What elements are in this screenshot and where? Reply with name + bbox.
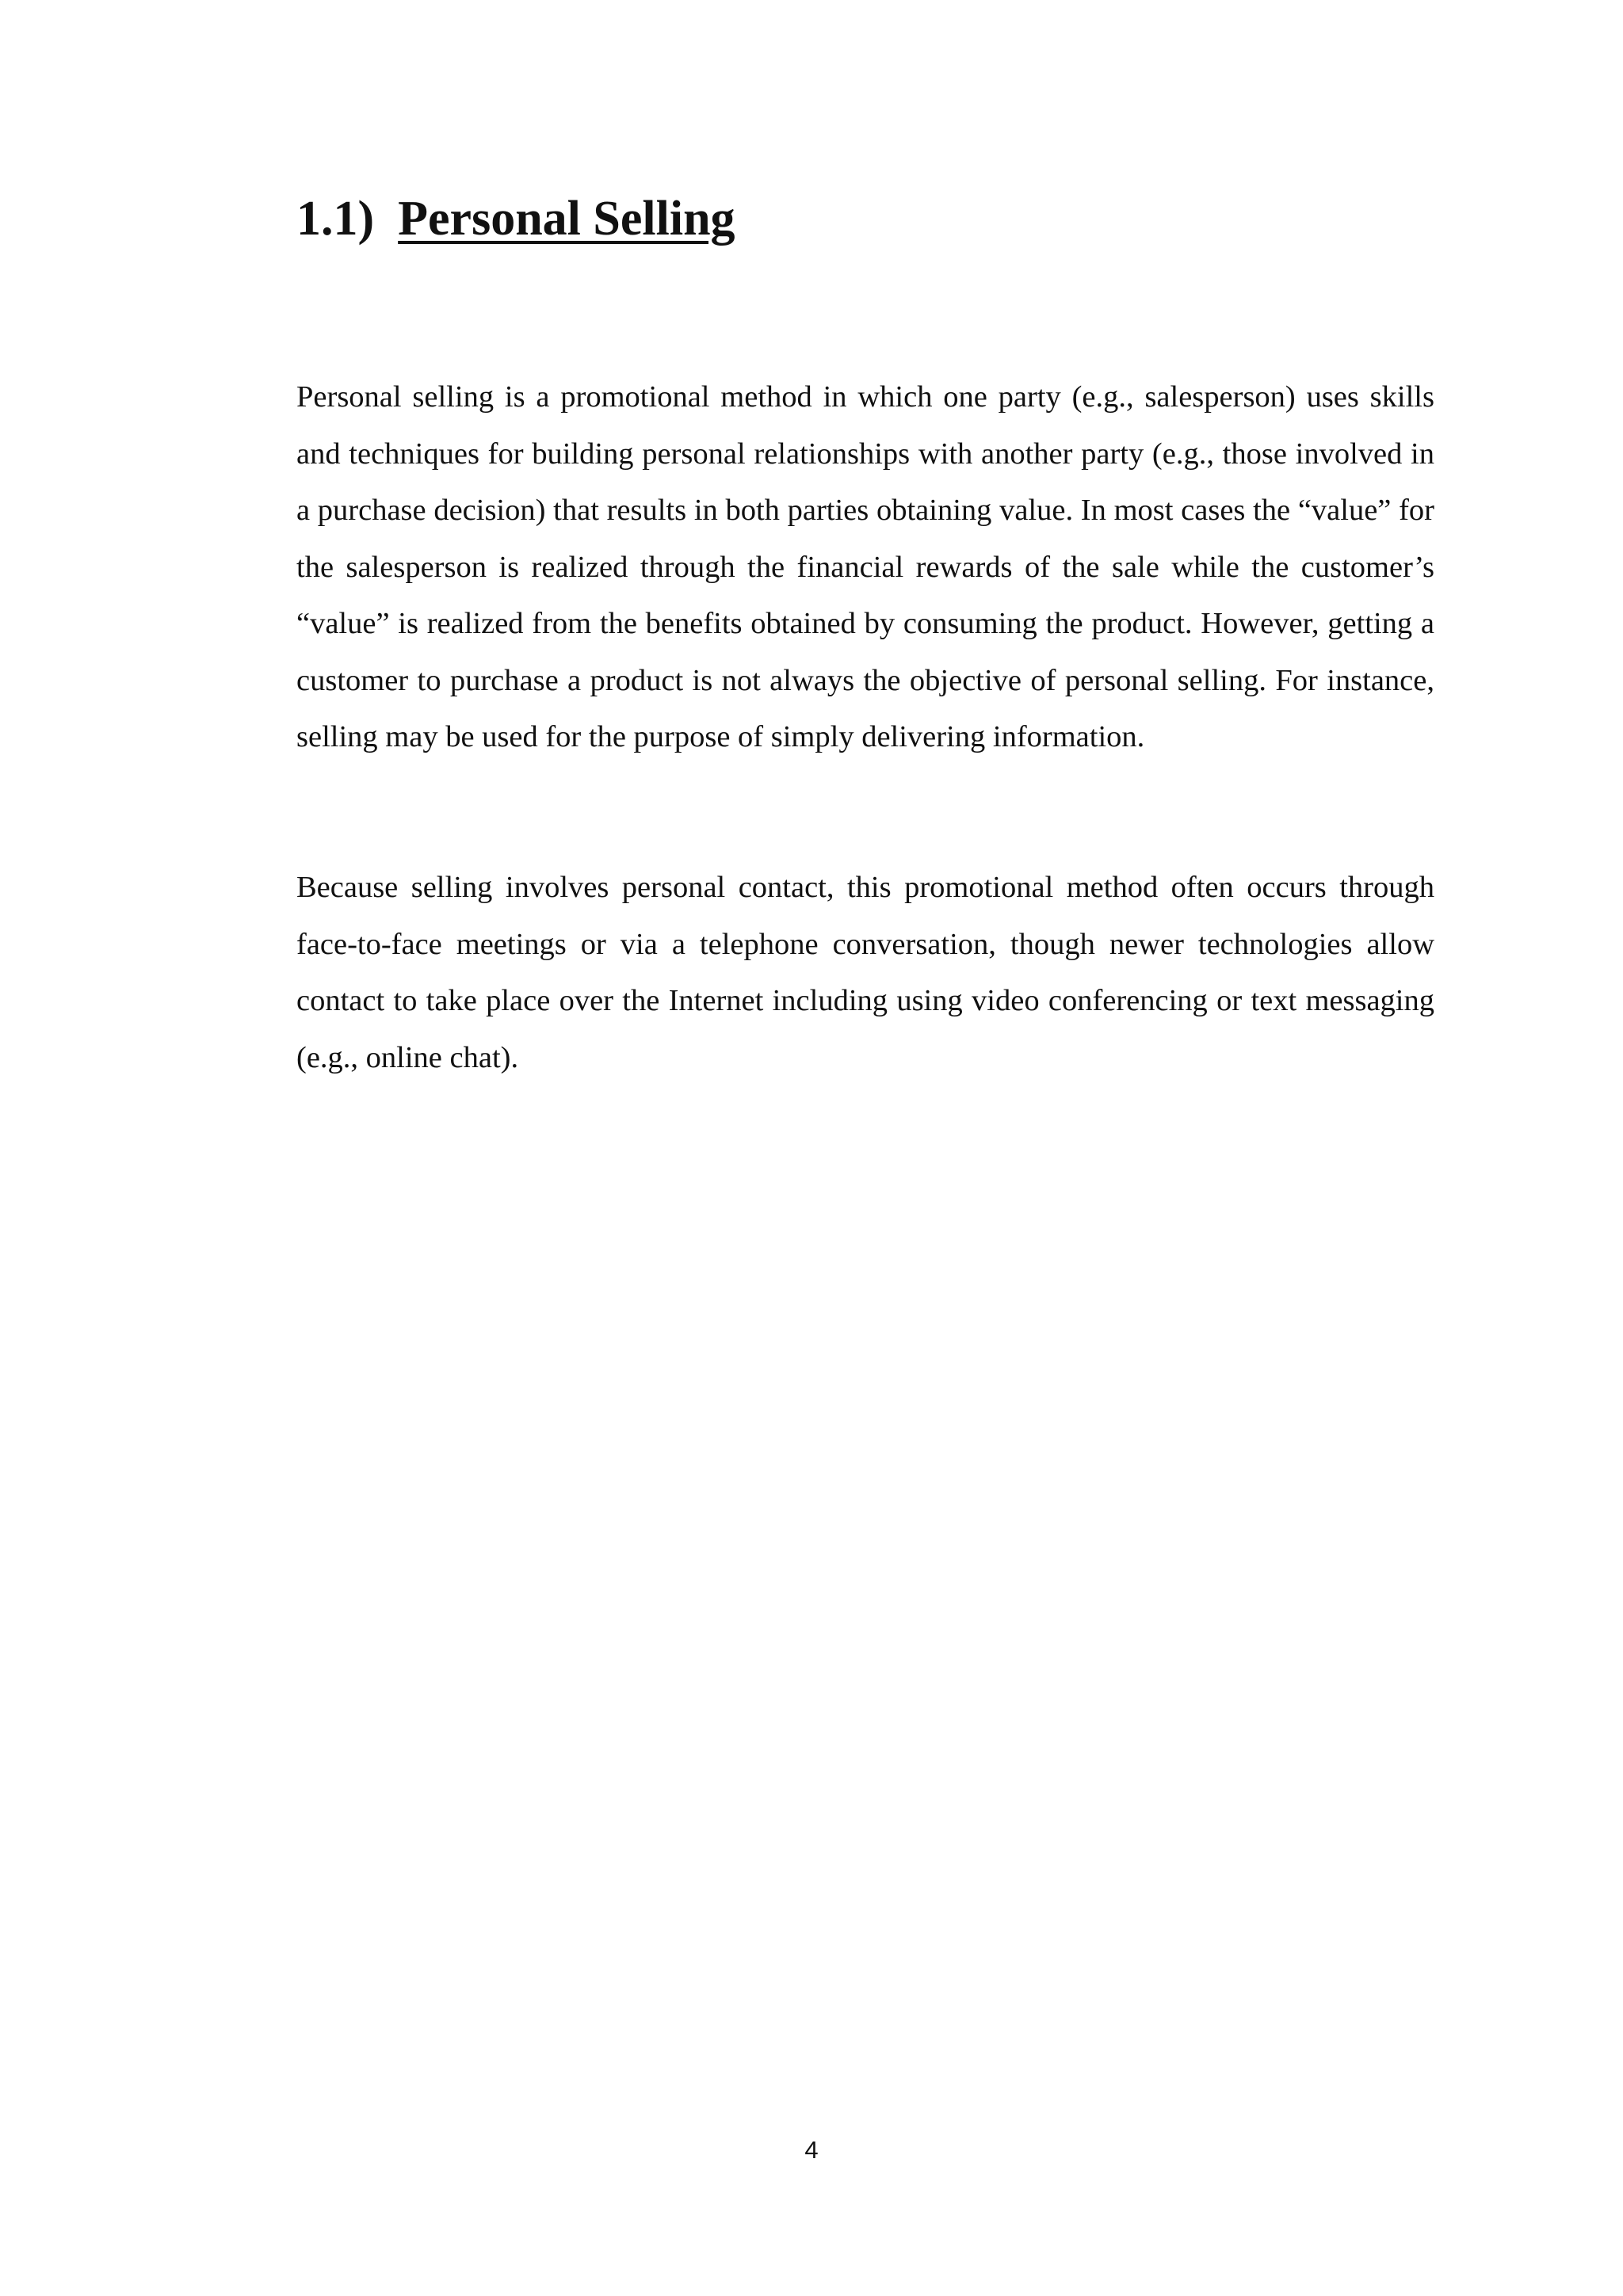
body-paragraph-1: Personal selling is a promotional method in which one party (e.g., salesperson) uses skills and techniques for building personal relationships with another party (e.g., those involved in a purchase decision) that results in both parties obtaining value. In most cases the “value” for the salesperson is realized through the financial rewards of the sale while the customer’s “value” is realized from the benefits obtained by consuming the product. However, getting a customer to purchase a product is not always the objective of personal selling. For instance, selling may be used for the purpose of simply delivering information. <box>296 380 1434 753</box>
section-number: 1.1) <box>296 192 375 246</box>
section-title: Personal Selling <box>398 192 735 246</box>
body-paragraph-2: Because selling involves personal contact, this promotional method often occurs through face-to-face meetings or via a telephone conversation, though newer technologies allow contact to take place over the Internet including using video conferencing or text messaging (e.g., online chat). <box>296 871 1434 1074</box>
page-number: 4 <box>804 2136 819 2164</box>
section-heading <box>296 192 735 246</box>
